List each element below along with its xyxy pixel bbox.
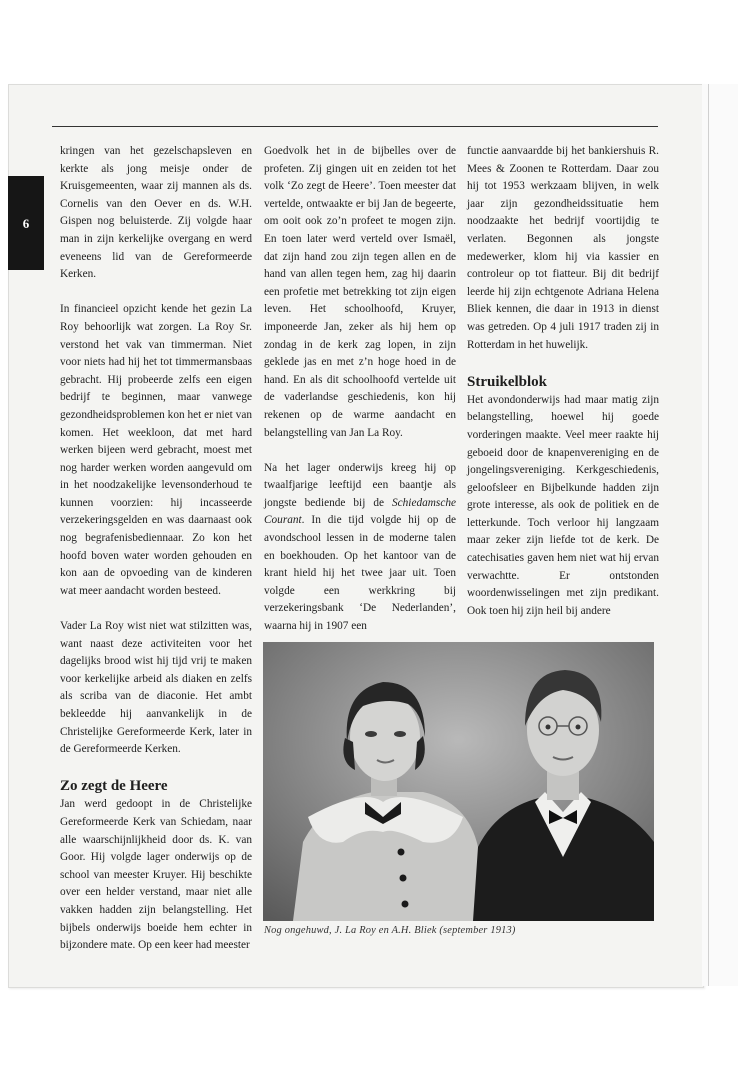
- paragraph: functie aanvaardde bij het bankiershuis R. Mees & Zoonen te Rotterdam. Daar zou hij tot 1953 werkzaam blijven, in welk jaar zijn gezondheidssituatie hem noodzaakte het bedrijf voortijdig te verlaten. Begonnen als jongste medewerker, klom hij via kassier en controleur op tot fiatteur. Bij dit bedrijf leerde hij zijn echtgenote Adriana Helena Bliek kennen, die daar in 1913 in dienst was getreden. Op 4 juli 1917 traden zij in Rotterdam in het huwelijk.: [467, 145, 659, 351]
- paragraph: Jan werd gedoopt in de Christelijke Gereformeerde Kerk van Schiedam, naar alle waarschijnlijkheid door ds. K. van Goor. Hij volgde lager onderwijs op de school van meester Kruyer. Hij beschikte over een helder verstand, maar niet alle vakken hadden zijn belangstelling. Het bijbels onderwijs boeide hem echter in bijzondere mate. Op een keer had meester: [60, 798, 252, 952]
- column-1: [60, 143, 252, 955]
- section-heading: Zo zegt de Heere: [60, 778, 168, 795]
- photo-caption: Nog ongehuwd, J. La Roy en A.H. Bliek (september 1913): [264, 925, 516, 936]
- text-run: . In die tijd volgde hij op de avondschool lessen in de moderne talen en boekhouden. Op het kantoor van de krant hield hij het twee jaar uit. Toen volgde een werkkring bij verzekeringsbank ‘De Nederlanden’, waarna hij in 1907 een: [264, 514, 456, 633]
- paragraph: In financieel opzicht kende het gezin La Roy behoorlijk wat zorgen. La Roy Sr. verstond het vak van timmerman. Niet voor niets had hij het tot timmermansbaas gebracht. Hij probeerde zelfs een eigen bedrijf te beginnen, maar vanwege gezondheidsproblemen kon het er niet van komen. Het weekloon, dat met hard werken bijeen werd gebracht, moest met nog harder werken worden aangevuld om in het noodzakelijke levensonderhoud te kunnen voorzien: hij incasseerde verzekeringsgelden en was daarnaast ook nog begrafenisbediennaar. Zo kon het hoofd boven water worden gehouden en kon aan de opvoeding van de kinderen wat meer aandacht worden besteed.: [60, 303, 252, 597]
- portrait-photo: [263, 642, 654, 921]
- paragraph: Vader La Roy wist niet wat stilzitten was, want naast deze activiteiten voor het dagelijks brood wist hij tijd vrij te maken voor kerkelijke arbeid als diaken en zelfs als scriba van de diaconie. Het ambt bekleedde hij aanvankelijk in de Christelijke Gereformeerde Kerk, later in de Gereformeerde Kerken.: [60, 620, 252, 756]
- column-2: [264, 143, 456, 636]
- paragraph: [264, 460, 456, 636]
- newspaper-title: Schiedamsche Courant: [264, 496, 456, 527]
- column-3: [467, 143, 659, 620]
- page-number-tab: [8, 176, 44, 270]
- paragraph: Goedvolk het in de bijbelles over de profeten. Zij gingen uit en zeiden tot het volk ‘Zo zegt de Heere’. Toen meester dat vertelde, ontwaakte er bij Jan de begeerte, om ooit ook zo’n profeet te mogen zijn. En toen later werd verteld over Ismaël, dat zijn hand zou zijn tegen allen en de hand van allen tegen hem, zag hij daarin een profetie met betrekking tot zijn eigen leven. Het schoolhoofd, Kruyer, imponeerde Jan, zeker als hij hem op zondag in de kerk zag lopen, in zijn geklede jas en met z’n hoge hoed in de hand. En als dit schoolhoofd vertelde uit de vaderlandse geschiedenis, kon hij rekenen op de warme aandacht en belangstelling van Jan La Roy.: [264, 145, 456, 439]
- page-number: 6: [22, 216, 30, 231]
- portrait-illustration: [263, 642, 654, 921]
- section-heading: Struikelblok: [467, 373, 548, 390]
- paragraph: Het avondonderwijs had maar matig zijn belangstelling, hoewel hij goede vorderingen maakte. Veel meer raakte hij geboeid door de knapenvereniging en de jongelingsvereniging. Kerkgeschiedenis, geloofsleer en Bijbelkunde hadden zijn grote interesse, als ook de politiek en de letterkunde. Toch verloor hij langzaam maar zeker zijn liefde tot de kerk. De catechisaties gaven hem niet wat hij ervan verwachtte. Er ontstonden woordenwisselingen met zijn predikant. Ook toen hij zijn heil bij andere: [467, 393, 659, 617]
- text-run: Na het lager onderwijs kreeg hij op twaalfjarige leeftijd een baantje als jongste bediende bij de: [264, 461, 456, 509]
- paragraph: kringen van het gezelschapsleven en kerkte als jong meisje onder de Kruisgemeenten, waar zij mannen als ds. Cornelis van den Oever en ds. W.H. Gispen nog beluisterde. Zij volgde haar man in zijn kerkelijke overgang en werd eveneens lid van de Gereformeerde Kerken.: [60, 145, 252, 281]
- page-edge-line: [708, 84, 709, 986]
- header-rule: [52, 126, 658, 127]
